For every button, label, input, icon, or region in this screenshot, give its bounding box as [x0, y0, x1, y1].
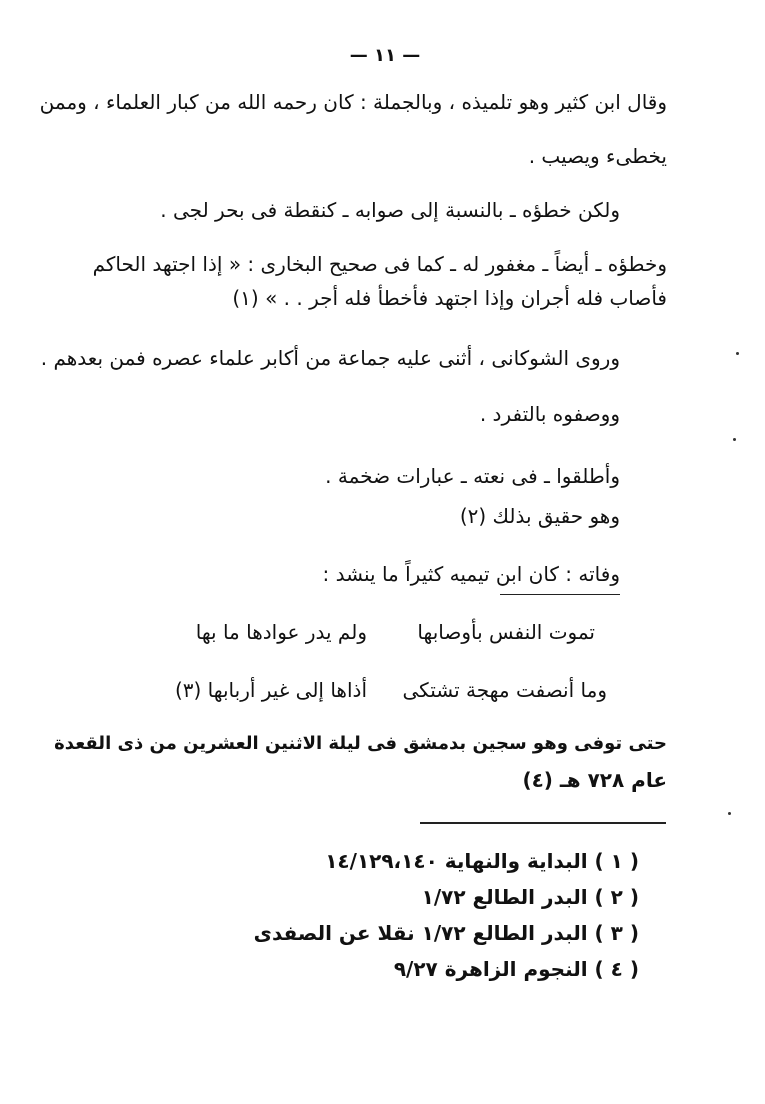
poem-verse-1-first: تموت النفس بأوصابها: [417, 620, 595, 644]
poem-verse-2-first: وما أنصفت مهجة تشتكى: [402, 678, 607, 702]
poem-verse-1-second: ولم يدر عوادها ما بها: [195, 620, 367, 644]
body-line-1: وقال ابن كثير وهو تلميذه ، وبالجملة : كان رحمه الله من كبار العلماء ، وممن: [39, 90, 667, 114]
body-line-5: فأصاب فله أجران وإذا اجتهد فأخطأ فله أجر . . » (١): [232, 286, 667, 310]
body-line-6: وروى الشوكانى ، أثنى عليه جماعة من أكابر علماء عصره فمن بعدهم .: [40, 346, 620, 370]
body-line-3: ولكن خطؤه ـ بالنسبة إلى صوابه ـ كنقطة فى بحر لجى .: [160, 198, 620, 222]
body-line-8: وأطلقوا ـ فى نعته ـ عبارات ضخمة .: [325, 464, 620, 488]
footnote-3: ( ٣ ) البدر الطالع ١/٧٢ نقلا عن الصفدى: [253, 921, 639, 945]
section-heading-death: وفاته : كان ابن تيميه كثيراً ما ينشد :: [322, 562, 620, 586]
page-number: — ١١ —: [349, 45, 421, 66]
body-line-7: ووصفوه بالتفرد .: [479, 402, 620, 426]
scan-speck: [733, 438, 736, 441]
heading-underline: [500, 594, 620, 595]
body-line-9: وهو حقيق بذلك (٢): [459, 504, 620, 528]
footnote-1: ( ١ ) البداية والنهاية ١٤/١٢٩،١٤٠: [325, 849, 639, 873]
footnote-4: ( ٤ ) النجوم الزاهرة ٩/٢٧: [393, 957, 639, 981]
closing-line-1: حتى توفى وهو سجين بدمشق فى ليلة الاثنين العشرين من ذى القعدة: [54, 733, 667, 754]
poem-verse-2-second: أذاها إلى غير أربابها (٣): [174, 678, 367, 702]
body-line-2: يخطىء ويصيب .: [528, 144, 667, 168]
body-line-4: وخطؤه ـ أيضاً ـ مغفور له ـ كما فى صحيح البخارى : « إذا اجتهد الحاكم: [92, 252, 667, 276]
closing-line-2: عام ٧٢٨ هـ (٤): [522, 768, 667, 792]
footnote-separator: [420, 822, 666, 824]
scan-speck: [736, 352, 739, 355]
scan-speck: [728, 812, 731, 815]
footnote-2: ( ٢ ) البدر الطالع ١/٧٢: [421, 885, 639, 909]
